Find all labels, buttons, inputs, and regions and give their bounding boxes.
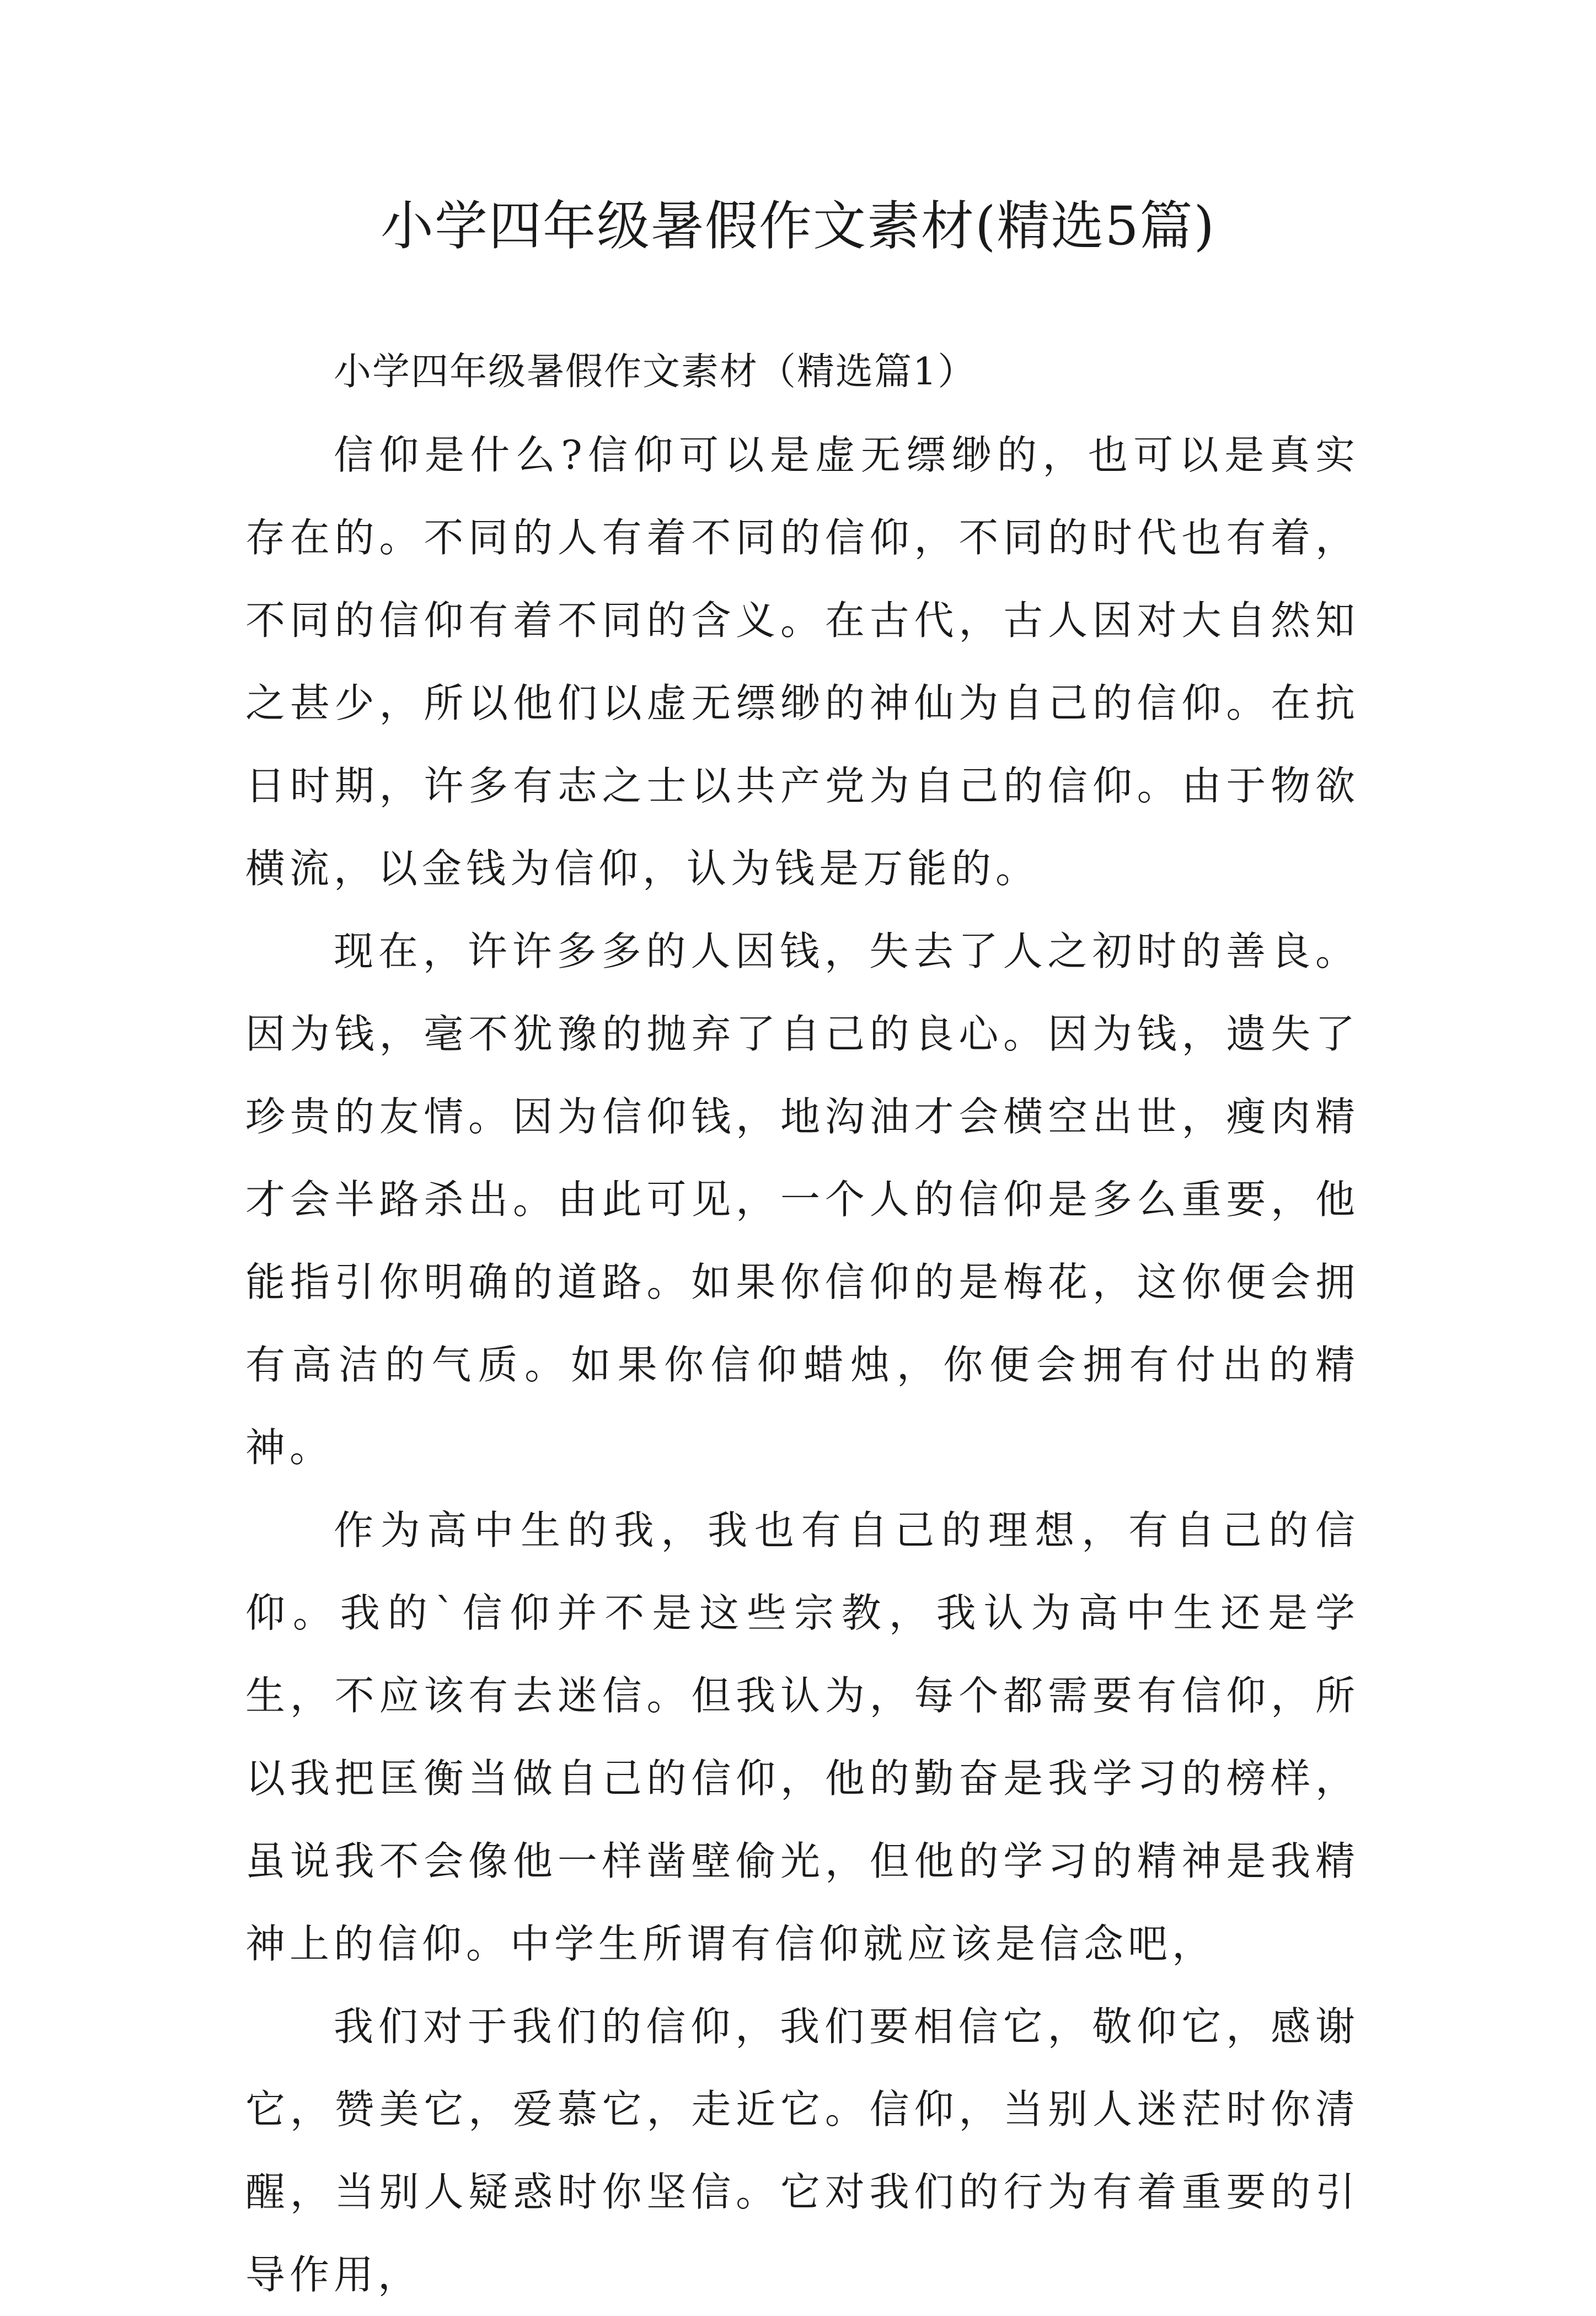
section-title: 小学四年级暑假作文素材（精选篇1）	[334, 350, 977, 394]
paragraph-1: 信仰是什么?信仰可以是虚无缥缈的，也可以是真实存在的。不同的人有着不同的信仰，不同的时代也有着，不同的信仰有着不同的含义。在古代，古人因对大自然知之甚少，所以他们以虚无缥缈的神仙为自己的信仰。在抗日时期，许多有志之士以共产党为自己的信仰。由于物欲横流，以金钱为信仰，认为钱是万能的。	[245, 432, 1359, 892]
paragraph-3: 作为高中生的我，我也有自己的理想，有自己的信仰。我的`信仰并不是这些宗教，我认为高中生还是学生，不应该有去迷信。但我认为，每个都需要有信仰，所以我把匡衡当做自己的信仰，他的勤奋是我学习的榜样，虽说我不会像他一样凿壁偷光，但他的学习的精神是我精神上的信仰。中学生所谓有信仰就应该是信念吧，	[245, 1507, 1359, 1967]
paragraph-4: 我们对于我们的信仰，我们要相信它，敬仰它，感谢它，赞美它，爱慕它，走近它。信仰，当别人迷茫时你清醒，当别人疑惑时你坚信。它对我们的行为有着重要的引导作用，	[245, 2003, 1359, 2298]
document-title: 小学四年级暑假作文素材(精选5篇)	[381, 195, 1215, 257]
paragraph-2: 现在，许许多多的人因钱，失去了人之初时的善良。因为钱，毫不犹豫的抛弃了自己的良心。因为钱，遗失了珍贵的友情。因为信仰钱，地沟油才会横空出世，瘦肉精才会半路杀出。由此可见，一个人的信仰是多么重要，他能指引你明确的道路。如果你信仰的是梅花，这你便会拥有高洁的气质。如果你信仰蜡烛，你便会拥有付出的精神。	[245, 928, 1359, 1471]
document-body	[245, 331, 1359, 2316]
